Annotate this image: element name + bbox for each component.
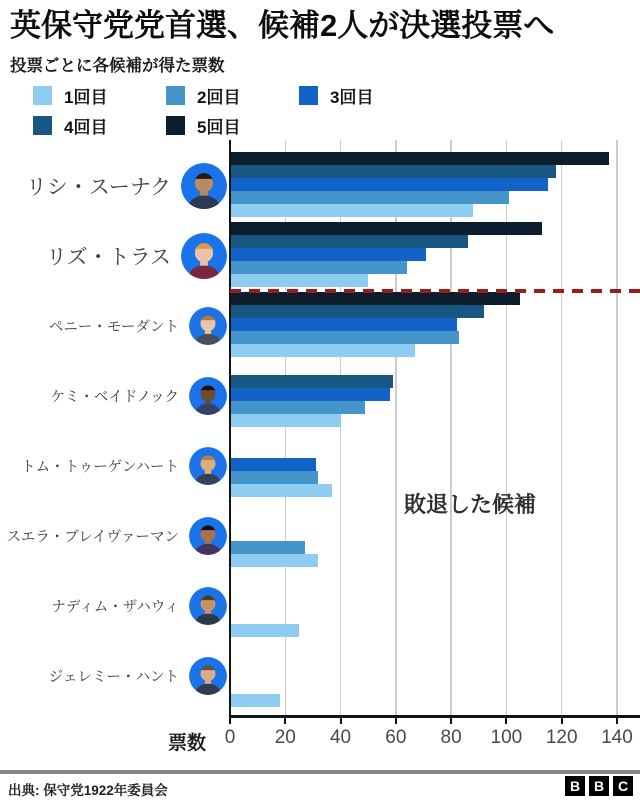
- vote-bar-round-1: [230, 624, 299, 637]
- candidate-avatar: [181, 233, 227, 279]
- vote-bar-round-4: [230, 305, 484, 318]
- axis-tick: [561, 718, 563, 724]
- vote-bar-round-2: [230, 331, 459, 344]
- vote-bar-round-4: [230, 165, 556, 178]
- vote-bar-round-1: [230, 694, 280, 707]
- candidate-avatar: [189, 377, 227, 415]
- axis-tick: [616, 718, 618, 724]
- legend-label: 1回目: [64, 87, 108, 107]
- candidate-avatar: [189, 587, 227, 625]
- candidate-name: トム・トゥーゲンハート: [21, 459, 179, 476]
- legend-label: 3回目: [330, 87, 374, 107]
- vote-bar-round-3: [230, 388, 390, 401]
- vote-bar-round-5: [230, 292, 520, 305]
- chart-subtitle: 投票ごとに各候補が得た票数: [10, 57, 225, 75]
- axis-tick-label: 40: [329, 727, 352, 748]
- candidate-avatar: [189, 657, 227, 695]
- axis-tick-label: 80: [440, 727, 462, 748]
- x-axis-line: [230, 715, 640, 718]
- gridline-140: [616, 140, 618, 715]
- axis-tick-label: 20: [274, 727, 296, 748]
- candidate-name: ナディム・ザハウィ: [51, 599, 179, 616]
- bbc-logo-block: B: [589, 776, 609, 796]
- candidate-name: ペニー・モーダント: [48, 319, 179, 336]
- axis-tick: [505, 718, 507, 724]
- axis-tick-label: 60: [385, 727, 407, 748]
- vote-bar-round-1: [230, 554, 318, 567]
- vote-bar-round-1: [230, 274, 368, 287]
- bbc-logo-block: C: [613, 776, 633, 796]
- vote-bar-round-5: [230, 222, 542, 235]
- axis-tick-label: 120: [545, 727, 578, 748]
- vote-bar-round-1: [230, 344, 415, 357]
- candidate-name: リズ・トラス: [46, 246, 171, 269]
- vote-bar-round-2: [230, 401, 365, 414]
- legend-label: 4回目: [64, 117, 108, 137]
- axis-tick-label: 140: [601, 727, 633, 748]
- vote-bar-round-1: [230, 414, 341, 427]
- source-credit: 出典: 保守党1922年委員会: [8, 783, 168, 798]
- vote-bar-round-1: [230, 484, 332, 497]
- legend-label: 2回目: [197, 87, 241, 107]
- axis-tick: [395, 718, 397, 724]
- candidate-name: ケミ・ベイドノック: [50, 389, 179, 406]
- vote-bar-round-3: [230, 248, 426, 261]
- axis-tick: [284, 718, 286, 724]
- bbc-logo-block: B: [565, 776, 585, 796]
- vote-bar-round-3: [230, 318, 457, 331]
- axis-tick-label: 0: [224, 727, 236, 748]
- runoff-cutoff-line: [230, 289, 640, 293]
- vote-bar-round-2: [230, 471, 318, 484]
- vote-bar-round-5: [230, 152, 609, 165]
- vote-bar-round-1: [230, 204, 473, 217]
- vote-bar-round-4: [230, 235, 468, 248]
- vote-bar-round-4: [230, 375, 393, 388]
- x-axis-title: 票数: [168, 733, 207, 754]
- candidate-name: スエラ・ブレイヴァーマン: [6, 529, 179, 546]
- candidate-avatar: [189, 517, 227, 555]
- y-axis-line: [229, 140, 232, 718]
- gridline-120: [561, 140, 563, 715]
- vote-bar-round-2: [230, 261, 407, 274]
- axis-tick: [229, 718, 231, 724]
- candidate-avatar: [189, 307, 227, 345]
- eliminated-annotation: 敗退した候補: [404, 492, 537, 517]
- axis-tick: [450, 718, 452, 724]
- candidate-avatar: [181, 163, 227, 209]
- vote-bar-round-2: [230, 191, 509, 204]
- legend-label: 5回目: [197, 117, 241, 137]
- vote-bar-round-3: [230, 458, 316, 471]
- bbc-logo: [565, 776, 633, 796]
- vote-bar-round-2: [230, 541, 305, 554]
- vote-bar-round-3: [230, 178, 548, 191]
- footer-divider: [0, 770, 640, 774]
- page-title: 英保守党党首選、候補2人が決選投票へ: [10, 8, 555, 43]
- axis-tick-label: 100: [490, 727, 523, 748]
- candidate-name: ジェレミー・ハント: [48, 669, 179, 686]
- candidate-name: リシ・スーナク: [25, 176, 171, 199]
- axis-tick: [340, 718, 342, 724]
- candidate-avatar: [189, 447, 227, 485]
